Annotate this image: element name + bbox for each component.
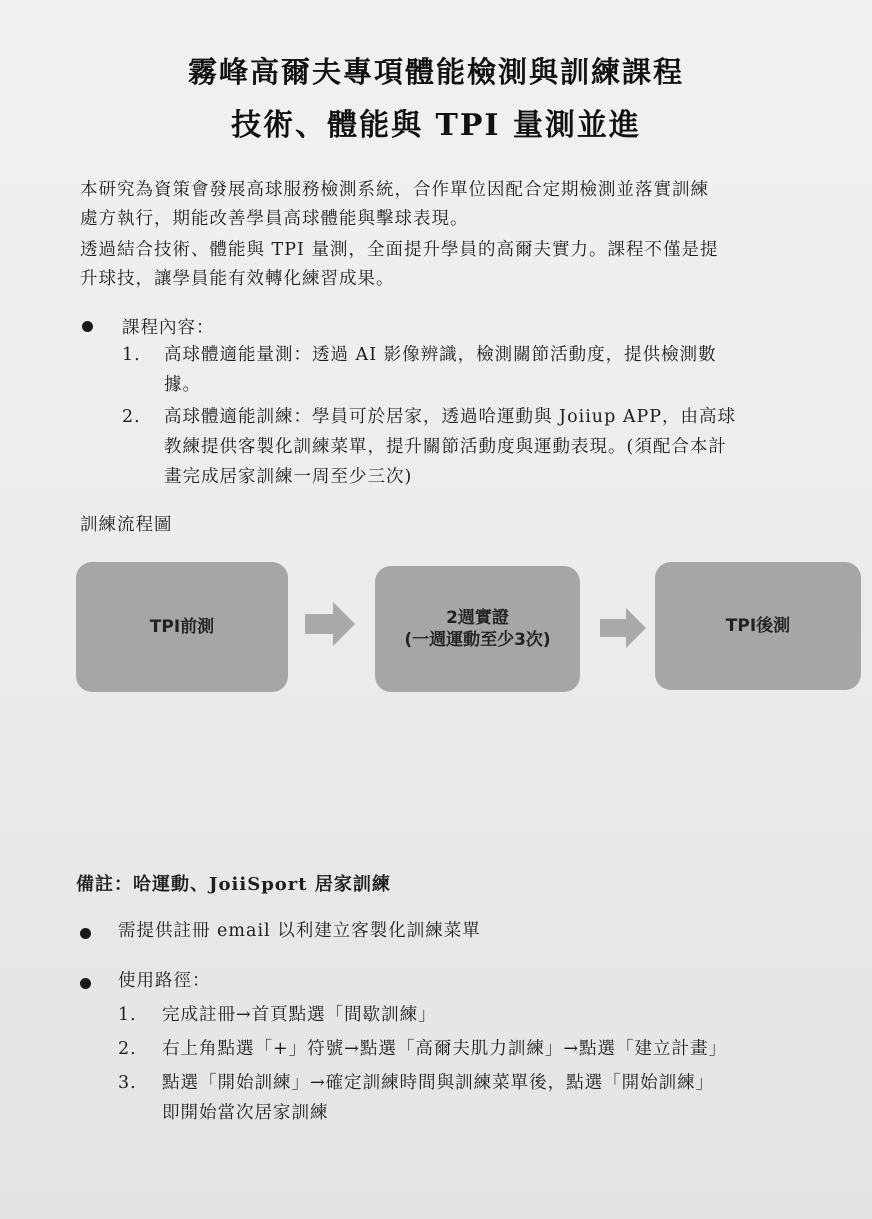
bullet-dot (80, 928, 91, 939)
course-item-1-number: 1. (122, 345, 141, 365)
intro-p1-line1: 本研究為資策會發展高球服務檢測系統，合作單位因配合定期檢測並落實訓練 (80, 180, 709, 200)
intro-p2-line1: 透過結合技術、體能與 TPI 量測，全面提升學員的高爾夫實力。課程不僅是提 (80, 240, 719, 260)
flow-chart-label: 訓練流程圖 (80, 515, 173, 535)
course-item-1-line2: 據。 (164, 375, 201, 395)
path-step-2-text: 右上角點選「+」符號→點選「高爾夫肌力訓練」→點選「建立計畫」 (162, 1039, 727, 1059)
path-step-1-text: 完成註冊→首頁點選「間歇訓練」 (162, 1005, 437, 1025)
course-item-2-line1: 高球體適能訓練：學員可於居家，透過哈運動與 Joiiup APP，由高球 (164, 407, 737, 427)
bullet-dot (80, 978, 91, 989)
document-title: 霧峰高爾夫專項體能檢測與訓練課程 (187, 55, 684, 89)
flow-step-posttest (655, 562, 861, 690)
flow-step-pretest (76, 562, 288, 692)
path-step-3-number: 3. (118, 1073, 137, 1093)
course-heading: 課程內容： (122, 318, 215, 338)
intro-paragraph-2 (80, 236, 780, 294)
flow-step-trial-label: 2週實證 (446, 608, 509, 628)
flow-arrow-1 (305, 602, 355, 646)
bullet-dot (82, 321, 93, 332)
course-item-2-line2: 教練提供客製化訓練菜單，提升關節活動度與運動表現。(須配合本計 (164, 437, 727, 457)
path-step-3-line2: 即開始當次居家訓練 (162, 1103, 329, 1123)
notes-title: 備註：哈運動、JoiiSport 居家訓練 (76, 874, 391, 895)
path-step-2-number: 2. (118, 1039, 137, 1059)
intro-p1-line2: 處方執行，期能改善學員高球體能與擊球表現。 (80, 209, 469, 229)
path-step-1-number: 1. (118, 1005, 137, 1025)
flow-step-trial-sublabel: (一週運動至少3次) (404, 630, 551, 650)
flow-step-pretest-label: TPI前測 (149, 617, 215, 637)
course-item-2-line3: 畫完成居家訓練一周至少三次) (164, 467, 413, 487)
flow-step-trial (375, 566, 580, 692)
notes-bullet-email: 需提供註冊 email 以利建立客製化訓練菜單 (118, 921, 481, 941)
flow-arrow-2 (600, 608, 646, 648)
flow-step-posttest-label: TPI後測 (725, 616, 791, 636)
course-item-2-number: 2. (122, 407, 141, 427)
document-subtitle: 技術、體能與 TPI 量測並進 (231, 108, 641, 143)
notes-bullet-path: 使用路徑： (118, 971, 211, 991)
intro-paragraph-1 (80, 176, 780, 234)
path-step-3-line1: 點選「開始訓練」→確定訓練時間與訓練菜單後，點選「開始訓練」 (162, 1073, 715, 1093)
course-item-1-line1: 高球體適能量測：透過 AI 影像辨識，檢測關節活動度，提供檢測數 (164, 345, 717, 365)
intro-p2-line2: 升球技，讓學員能有效轉化練習成果。 (80, 269, 395, 289)
